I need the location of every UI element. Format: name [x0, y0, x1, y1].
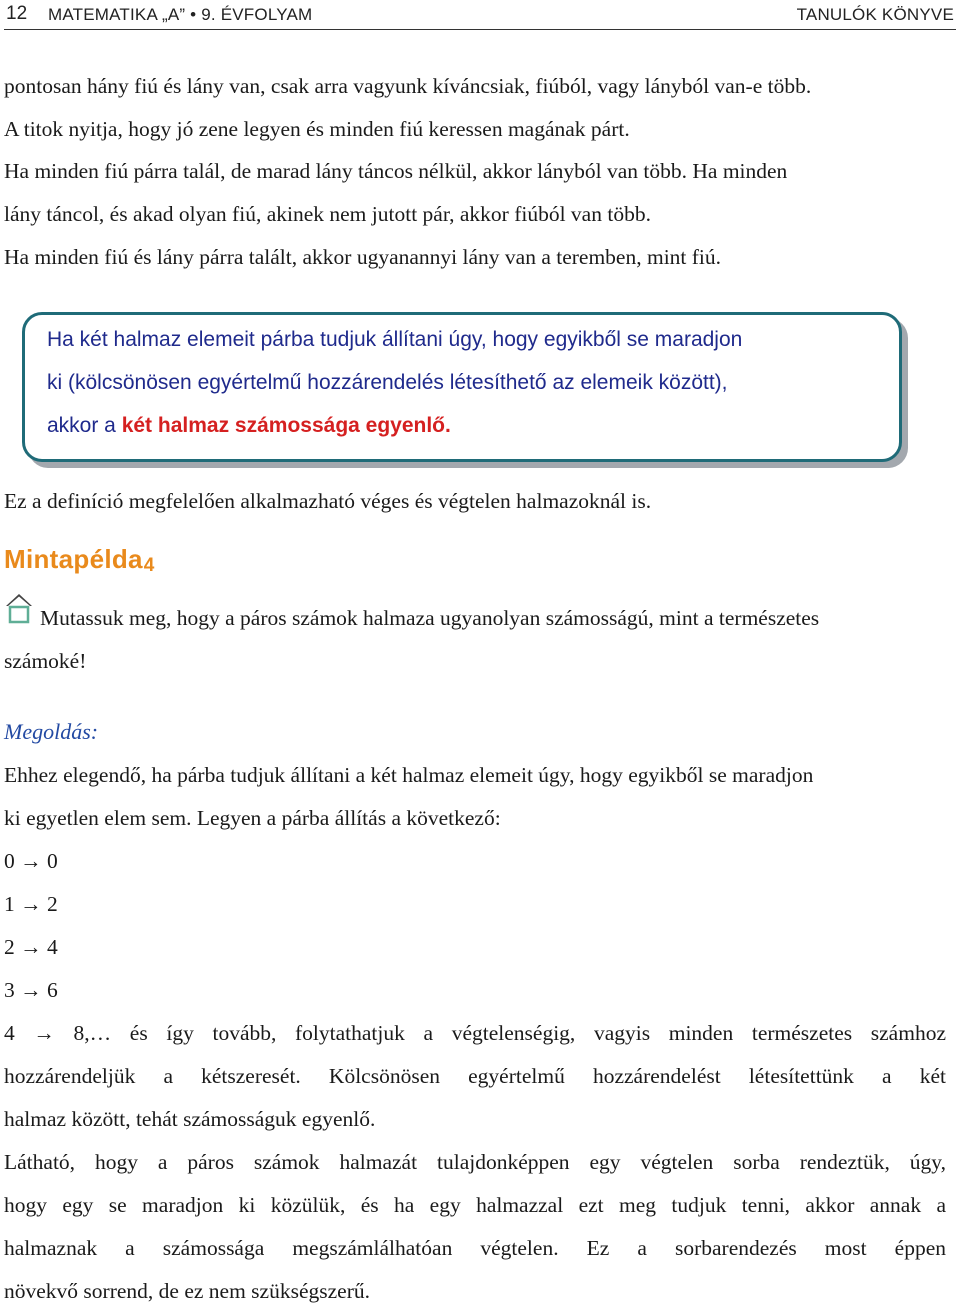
mapping-row: 2 → 4 [4, 935, 58, 959]
example-title [4, 544, 155, 577]
house-icon [4, 592, 34, 624]
page-header [4, 0, 956, 30]
solution-label: Megoldás: [4, 719, 99, 744]
definition-line: Ha két halmaz elemeit párba tudjuk állítani úgy, hogy egyikből se maradjon [47, 328, 743, 351]
definition-prefix: akkor a [47, 414, 122, 437]
definition-note: Ez a definíció megfelelően alkalmazható véges és végtelen halmazoknál is. [4, 489, 652, 513]
intro-line: Ha minden fiú és lány párra talált, akkor ugyanannyi lány van a teremben, mint fiú. [4, 245, 722, 269]
example-title-text: Mintapélda [4, 544, 143, 574]
intro-line: A titok nyitja, hogy jó zene legyen és minden fiú keressen magának párt. [4, 117, 630, 141]
book-title: MATEMATIKA „A” • 9. ÉVFOLYAM [48, 5, 313, 24]
example-task: számoké! [4, 649, 87, 673]
intro-line: Ha minden fiú párra talál, de marad lány táncos nélkül, akkor lányból van több. Ha minden [4, 159, 788, 183]
example-number: 4 [143, 555, 155, 576]
page-number: 12 [6, 3, 28, 24]
mapping-row: 1 → 2 [4, 892, 58, 916]
book-subtitle: TANULÓK KÖNYVE [796, 5, 954, 24]
definition-box [22, 312, 902, 462]
solution-paragraph-line: 4 → 8,… és így tovább, folytathatjuk a végtelenségig, vagyis minden természetes számhoz [4, 1021, 946, 1045]
example-task: Mutassuk meg, hogy a páros számok halmaza ugyanolyan számosságú, mint a természetes [40, 606, 820, 630]
solution-paragraph-line: hozzárendeljük a kétszeresét. Kölcsönösen egyértelmű hozzárendelést létesítettünk a két [4, 1064, 946, 1088]
definition-highlight: két halmaz számossága egyenlő [121, 414, 446, 437]
solution-line: Ehhez elegendő, ha párba tudjuk állítani a két halmaz elemeit úgy, hogy egyikből se maradjon [4, 763, 814, 787]
solution-paragraph-line: növekvő sorrend, de ez nem szükségszerű. [4, 1279, 370, 1303]
mapping-row: 3 → 6 [4, 978, 58, 1002]
mapping-row: 0 → 0 [4, 849, 58, 873]
intro-line: lány táncol, és akad olyan fiú, akinek nem jutott pár, akkor fiúból van több. [4, 202, 651, 226]
solution-paragraph-line: halmaz között, tehát számosságuk egyenlő. [4, 1107, 376, 1131]
solution-paragraph-line: halmaznak a számossága megszámlálhatóan végtelen. Ez a sorbarendezés most éppen [4, 1236, 946, 1260]
solution-paragraph-line: Látható, hogy a páros számok halmazát tulajdonképpen egy végtelen sorba rendeztük, úgy, [4, 1150, 946, 1174]
intro-line: pontosan hány fiú és lány van, csak arra vagyunk kíváncsiak, fiúból, vagy lányból van-e több. [4, 74, 812, 98]
definition-suffix: . [445, 414, 451, 437]
definition-line [47, 413, 451, 439]
solution-line: ki egyetlen elem sem. Legyen a párba állítás a következő: [4, 806, 501, 830]
solution-paragraph-line: hogy egy se maradjon ki közülük, és ha egy halmazzal ezt meg tudjuk tenni, akkor annak a [4, 1193, 946, 1217]
definition-line: ki (kölcsönösen egyértelmű hozzárendelés létesíthető az elemeik között), [47, 371, 728, 394]
